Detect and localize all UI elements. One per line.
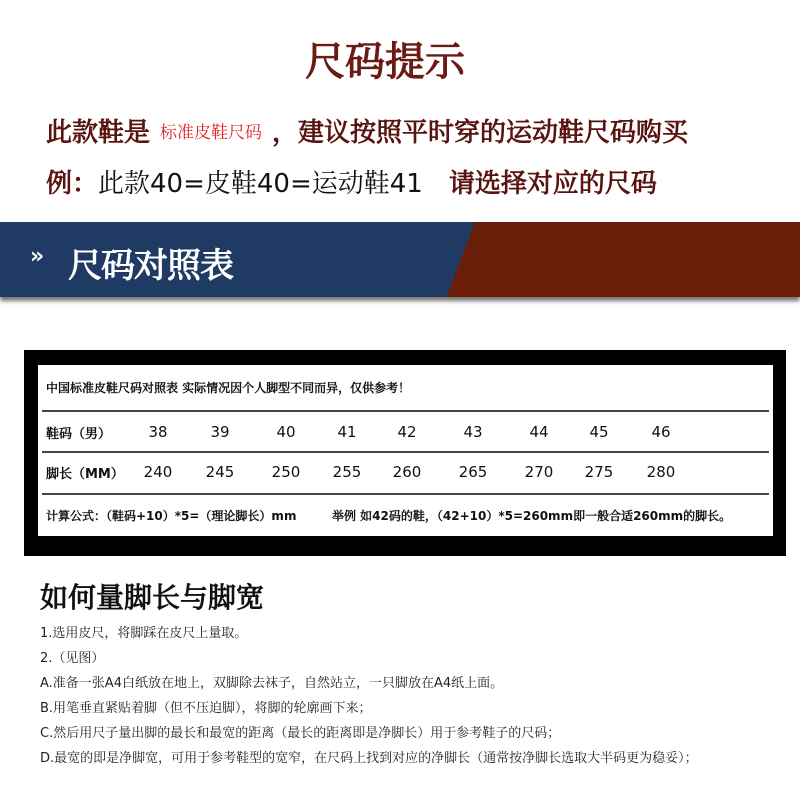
divider bbox=[42, 451, 769, 453]
table-cell: 46 bbox=[651, 423, 671, 441]
table-cell: 38 bbox=[148, 423, 168, 441]
table-cell: 40 bbox=[276, 423, 296, 441]
table-cell: 260 bbox=[392, 463, 422, 481]
measure-step: B.用笔垂直紧贴着脚（但不压迫脚），将脚的轮廓画下来； bbox=[40, 701, 372, 716]
row-label: 脚长（MM） bbox=[46, 467, 124, 482]
page-title: 尺码提示 bbox=[305, 39, 465, 85]
section-banner bbox=[0, 222, 800, 297]
notice-text: 例： bbox=[46, 169, 99, 199]
example-text: 举例 如42码的鞋，（42+10）*5=260mm即一般合适260mm的脚长。 bbox=[332, 509, 732, 523]
notice-example: 此款40=皮鞋40=运动鞋41 bbox=[98, 169, 423, 199]
measure-step: C.然后用尺子量出脚的最长和最宽的距离（最长的距离即是净脚长）用于参考鞋子的尺码； bbox=[40, 726, 561, 741]
divider bbox=[42, 493, 769, 495]
notice-text: 此款鞋是 bbox=[46, 118, 151, 148]
banner-title: 尺码对照表 bbox=[68, 246, 233, 286]
table-cell: 45 bbox=[589, 423, 609, 441]
table-cell: 41 bbox=[337, 423, 357, 441]
table-cell: 255 bbox=[332, 463, 362, 481]
notice-text: 请选择对应的尺码 bbox=[448, 169, 657, 199]
table-cell: 250 bbox=[271, 463, 301, 481]
divider bbox=[42, 410, 769, 412]
table-cell: 270 bbox=[524, 463, 554, 481]
measure-title: 如何量脚长与脚宽 bbox=[40, 581, 265, 614]
size-chart-table bbox=[38, 365, 773, 536]
table-cell: 265 bbox=[458, 463, 488, 481]
table-cell: 275 bbox=[584, 463, 614, 481]
table-cell: 39 bbox=[210, 423, 230, 441]
table-cell: 245 bbox=[205, 463, 235, 481]
notice-text: ，建议按照平时穿的运动鞋尺码购买 bbox=[272, 118, 689, 148]
table-cell: 240 bbox=[143, 463, 173, 481]
measure-step: A.准备一张A4白纸放在地上，双脚除去袜子，自然站立，一只脚放在A4纸上面。 bbox=[40, 676, 504, 691]
measure-step: D.最宽的即是净脚宽，可用于参考鞋型的宽窄，在尺码上找到对应的净脚长（通常按净脚长选取大半码更为稳妥）； bbox=[40, 751, 698, 766]
notice-line-2 bbox=[46, 163, 657, 200]
table-cell: 280 bbox=[646, 463, 676, 481]
table-cell: 44 bbox=[529, 423, 549, 441]
table-cell: 42 bbox=[397, 423, 417, 441]
table-header: 中国标准皮鞋尺码对照表 实际情况因个人脚型不同而异，仅供参考！ bbox=[46, 381, 411, 395]
formula-text: 计算公式：（鞋码+10）*5=（理论脚长）mm bbox=[46, 509, 297, 523]
measure-step: 2.（见图） bbox=[40, 651, 105, 666]
size-chart-frame bbox=[24, 350, 786, 556]
notice-highlight: 标准皮鞋尺码 bbox=[160, 123, 263, 143]
double-arrow-icon: » bbox=[30, 244, 45, 269]
table-cell: 43 bbox=[463, 423, 483, 441]
measure-step: 1.选用皮尺，将脚踩在皮尺上量取。 bbox=[40, 626, 248, 641]
row-label: 鞋码（男） bbox=[46, 427, 112, 442]
notice-line-1 bbox=[46, 112, 688, 149]
